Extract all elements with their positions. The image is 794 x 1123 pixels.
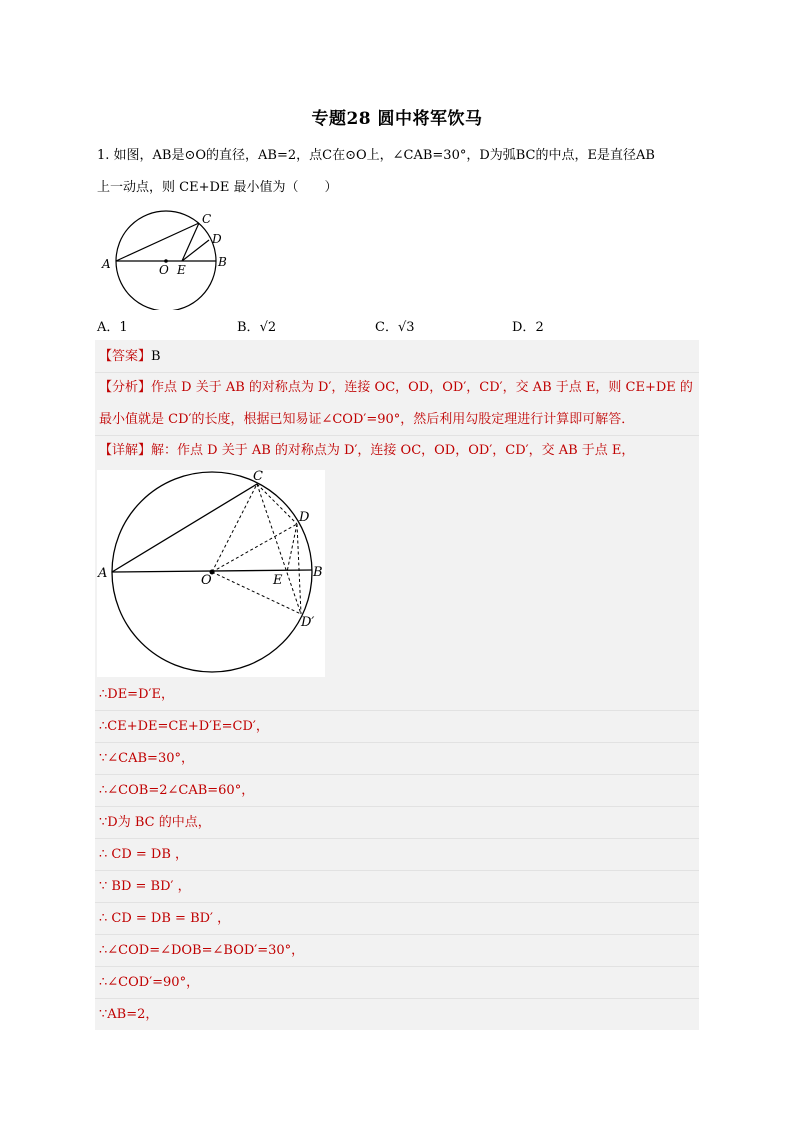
step-7: ∵ BD = BD′ ， bbox=[99, 879, 191, 894]
option-b[interactable]: B．√2 bbox=[237, 320, 277, 335]
chord-ac-2 bbox=[112, 484, 257, 572]
page-title: 专题28 圆中将军饮马 bbox=[311, 109, 483, 129]
step-5: ∵D为 BC 的中点， bbox=[99, 815, 211, 830]
figure-2 bbox=[97, 470, 325, 677]
label-d-2: D bbox=[299, 510, 310, 525]
label-c-2: C bbox=[253, 470, 263, 484]
option-d[interactable]: D．2 bbox=[512, 320, 544, 335]
answer-tag: 【答案】 bbox=[99, 349, 152, 364]
label-e-2: E bbox=[273, 573, 283, 588]
step-9: ∴∠COD=∠DOB=∠BOD′=30°， bbox=[99, 943, 305, 958]
step-6: ∴ CD = DB ， bbox=[99, 847, 189, 862]
segment-de-2 bbox=[287, 524, 297, 572]
option-c[interactable]: C．√3 bbox=[375, 320, 415, 335]
label-a: A bbox=[102, 257, 111, 271]
question-line-1: 1. 如图，AB是⊙O的直径，AB=2，点C在⊙O上，∠CAB=30°，D为弧BC的中点，E是直径AB bbox=[97, 148, 655, 163]
label-b: B bbox=[218, 255, 227, 269]
label-d: D bbox=[212, 232, 222, 246]
label-o-2: O bbox=[201, 573, 212, 588]
analysis-line-2: 最小值就是 CD′的长度，根据已知易证∠COD′=90°，然后利用勾股定理进行计算即可解答． bbox=[99, 412, 635, 427]
solution-box bbox=[95, 340, 699, 1030]
label-c: C bbox=[202, 212, 212, 226]
label-o: O bbox=[159, 263, 169, 277]
detail-text: 解：作点 D 关于 AB 的对称点为 D′，连接 OC，OD，OD′，CD′，交 AB 于点 E， bbox=[151, 443, 635, 458]
step-3: ∵∠CAB=30°， bbox=[99, 751, 194, 766]
label-dp-2: D′ bbox=[301, 615, 315, 630]
step-11: ∵AB=2， bbox=[99, 1007, 159, 1022]
detail-tag: 【详解】 bbox=[99, 443, 152, 458]
segment-cdp bbox=[257, 484, 301, 614]
answer-value: B bbox=[151, 349, 161, 364]
segment-odp bbox=[212, 572, 301, 614]
step-1: ∴DE=D′E， bbox=[99, 687, 174, 702]
detail-line bbox=[99, 441, 634, 461]
label-a-2: A bbox=[98, 566, 108, 581]
segment-cd bbox=[257, 484, 297, 524]
label-b-2: B bbox=[313, 565, 323, 580]
answer-line bbox=[99, 347, 161, 367]
segment-ce bbox=[182, 223, 199, 261]
option-a[interactable]: A．1 bbox=[97, 320, 128, 335]
step-4: ∴∠COB=2∠CAB=60°， bbox=[99, 783, 255, 798]
question-line-2: 上一动点，则 CE+DE 最小值为（ ） bbox=[97, 180, 338, 195]
analysis-line-1 bbox=[99, 378, 693, 398]
step-8: ∴ CD = DB = BD′ ， bbox=[99, 911, 231, 926]
segment-ddp bbox=[297, 524, 301, 614]
options-row bbox=[97, 316, 697, 336]
step-2: ∴CE+DE=CE+D′E=CD′， bbox=[99, 719, 269, 734]
label-e: E bbox=[177, 263, 186, 277]
step-10: ∴∠COD′=90°， bbox=[99, 975, 200, 990]
analysis-text-1: 作点 D 关于 AB 的对称点为 D′，连接 OC，OD，OD′，CD′，交 AB 于点 E，则 CE+DE 的 bbox=[151, 380, 693, 395]
figure-1 bbox=[96, 206, 236, 310]
analysis-tag: 【分析】 bbox=[99, 380, 152, 395]
